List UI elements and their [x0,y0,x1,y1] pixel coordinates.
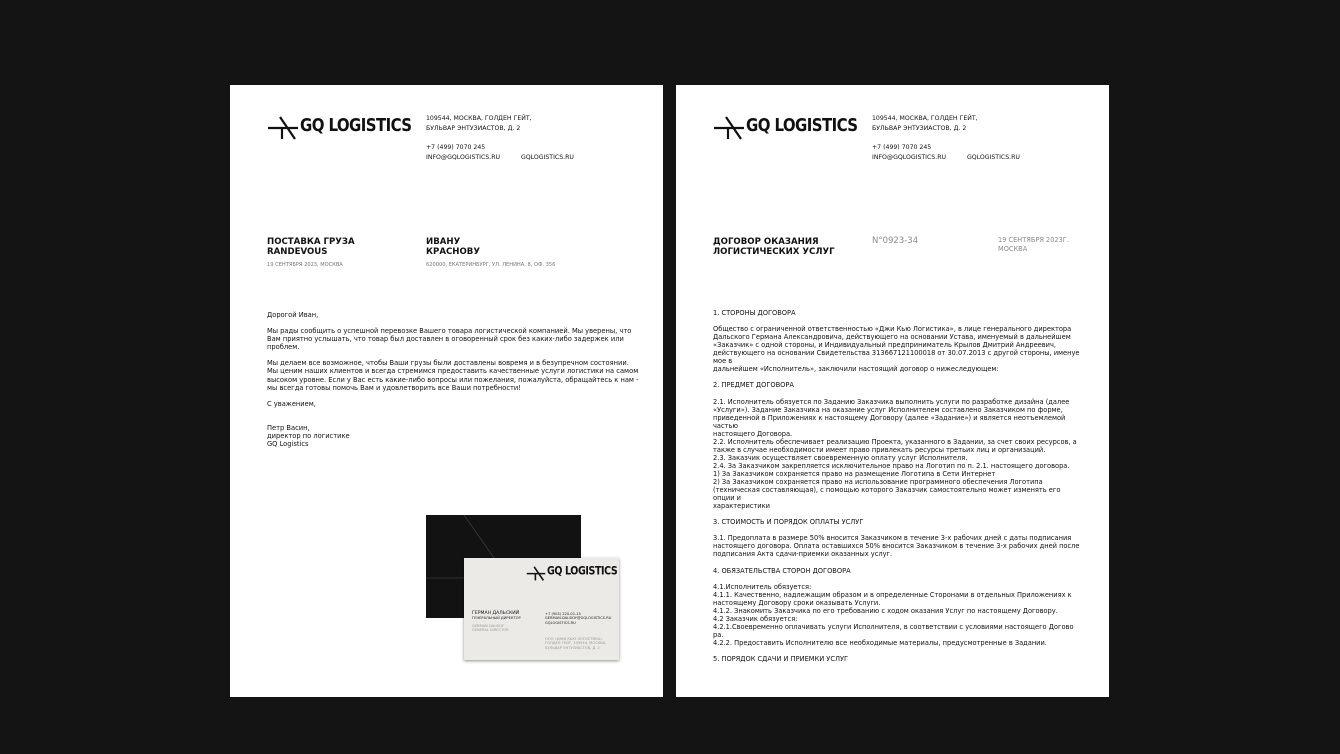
contract-line: (техническая составляющая), с помощью которого Заказчик самостоятельно может изменять его [713,486,1061,495]
letter-paragraph: Мы рады сообщить о успешной перевозке Вашего товара логистической компанией. Мы уверены, что Вам приятно услышать, что товар был доставлен в оговоренный срок без каких-либо задержек или проблем. [267,327,632,352]
contract-section-heading: 5. ПОРЯДОК СДАЧИ И ПРИЕМКИ УСЛУГ [713,655,849,664]
contract-section-text [713,534,1088,558]
card-phone: +7 (903) 220-01-15 [545,612,581,616]
email-address: INFO@GQLOGISTICS.RU [426,153,501,161]
contract-section-text [713,583,1088,647]
contract-line: приведенной в Приложениях к настоящему Договору (далее «Задание») и является неотъемлемой [713,413,1066,422]
contract-sheet [676,85,1109,697]
signer-company: GQ Logistics [267,440,309,449]
letter-body [267,311,639,448]
contract-body [713,309,1088,671]
contract-line: 4.1.2. Знакомить Заказчика по его требованию с ходом оказания Услуг по настоящему Договору. [713,606,1058,615]
greeting: Дорогой Иван, [267,311,319,319]
contract-section-heading: 2. ПРЕДМЕТ ДОГОВОРА [713,381,794,390]
address-line: 109544, МОСКВА, ГОЛДЕН ГЕЙТ, [426,115,532,122]
contract-line: 2.4. За Заказчиком закрепляется исключительное право на Логотип по п. 2.1. настоящего договора. [713,461,1070,470]
contract-line: настоящего договора. Оплата оставшихся 50% вносится Заказчиком в течение 3-х рабочих дней после [713,542,1080,551]
logo-wordmark: GQ LOGISTICS [300,114,412,136]
contract-line: 4.2 Заказчик обязуется: [713,614,798,623]
contract-date-line: 19 СЕНТЯБРЯ 2023Г. [998,236,1069,244]
card-logo-wordmark: GQ LOGISTICS [547,565,618,578]
card-title-ru: ГЕНЕРАЛЬНЫЙ ДИРЕКТОР [472,616,521,621]
card-address-line: ГОЛДЕН ГЕЙТ, 109544, МОСКВА, [545,641,607,646]
contract-section-heading: 3. СТОИМОСТЬ И ПОРЯДОК ОПЛАТЫ УСЛУГ [713,518,864,527]
card-email: GERMAN.DALSKIY@GQLOGISTICS.RU [545,616,612,621]
header-address [426,114,532,133]
letter-title [267,237,355,258]
address-line: БУЛЬВАР ЭНТУЗИАСТОВ, Д. 2 [426,124,521,132]
contract-line: 4.2.1.Своевременно оплачивать услуги Исполнителя, в соответствии с условиями настоящего Догово [713,622,1074,631]
recipient-line: КРАСНОВУ [426,247,480,258]
contract-line: «Услуги»). Задание Заказчика на оказание услуг Исполнителем составлено Заказчиком по форме, [713,405,1063,414]
signer-name: Петр Васин, [267,423,310,432]
contract-line: настоящему Договору сроки оказывать Услуги. [713,598,881,607]
email-address: INFO@GQLOGISTICS.RU [872,153,947,161]
contract-line: 4.2.2. Предоставить Исполнителю все необходимые материалы, предусмотренные в Задании. [713,638,1047,647]
contract-section-heading: 4. ОБЯЗАТЕЛЬСТВА СТОРОН ДОГОВОРА [713,566,851,575]
contract-line: 2) За Заказчиком сохраняется право на использование программного обеспечения Логотипа [713,477,1043,486]
card-name-en: GERMAN DALSKIY [472,624,504,628]
header-address [872,114,978,133]
letterhead-sheet [230,85,663,697]
contract-line: 1) За Заказчиком сохраняется право на размещение Логотипа в Сети Интернет [713,469,996,478]
business-card-front [464,558,619,660]
header-contacts [426,143,574,162]
contract-section-text [713,325,1088,373]
contract-line: дальнейшем «Исполнитель», заключили настоящий договор о нижеследующем: [713,365,999,374]
contract-number: N°0923-34 [872,236,919,246]
address-line: БУЛЬВАР ЭНТУЗИАСТОВ, Д. 2 [872,124,967,132]
contract-line: мое в [713,357,733,366]
contract-section-heading: 1. СТОРОНЫ ДОГОВОРА [713,309,796,317]
address-line: 109544, МОСКВА, ГОЛДЕН ГЕЙТ, [872,115,978,122]
contract-date-line: МОСКВА [998,245,1028,253]
logo-wordmark: GQ LOGISTICS [746,114,858,136]
letter-paragraph: Мы делаем все возможное, чтобы Ваши грузы были доставлены вовремя и в безупречном состоянии. Мы ценим наших клиентов и всегда стремимся предоставить качественные услуги логистики на самом высоком уровне. Если у Вас есть какие-либо вопросы или пожелания, пожалуйста, обращайтесь к нам - мы всегда готовы помочь Вам и удовлетворить все Ваши потребности! [267,359,639,392]
contract-line: действующего на основании Свидетельства 313667121100018 от 30.07.2013 с другой стороны, именуе [713,349,1080,358]
contract-line: Дальского Германа Александровича, действующего на основании Устава, именуемый в дальнейшем [713,333,1071,342]
contract-line: «Заказчик» с одной стороны, и Индивидуальный предприниматель Крылов Дмитрий Андреевич, [713,341,1057,350]
contract-line: 2.1. Исполнитель обязуется по Заданию Заказчика выполнить услуги по разработке дизайна (далее [713,397,1070,406]
card-name-ru: ГЕРМАН ДАЛЬСКИЙ [472,611,520,616]
contract-line: подписания Акта сдачи-приемки оказанных услуг. [713,550,893,559]
card-address-line: БУЛЬВАР ЭНТУЗИАСТОВ, Д. 2 [545,645,600,650]
closing: С уважением, [267,399,316,408]
letter-date: 19 СЕНТЯБРЯ 2023, МОСКВА [267,262,343,268]
contract-line: также в случае необходимости имеет право привлекать ресурсы третьих лиц и организаций. [713,445,1046,454]
card-company: ООО «ДЖИ КЬЮ ЛОГИСТИКА» [545,637,603,641]
card-address [545,637,606,650]
card-title-en: GENERAL DIRECTOR [472,628,509,633]
company-logo [267,114,411,140]
card-contacts [545,612,611,625]
contract-line: настоящего Договора. [713,429,793,438]
card-person-en [472,624,509,633]
recipient-address: 620000, ЕКАТЕРИНБУРГ, УЛ. ЛЕНИНА, 8, ОФ. 356 [426,262,556,268]
phone-number: +7 (499) 7070 245 [426,144,486,151]
contract-title [713,237,835,258]
signer-title: директор по логистике [267,431,350,440]
contract-line: 3.1. Предоплата в размере 50% вносится Заказчиком в течение 3-х рабочих дней с даты подписания [713,534,1072,543]
gq-logo-mark-icon [526,565,546,581]
recipient-line: ИВАНУ [426,237,461,247]
contract-line: 2.2. Исполнитель обеспечивает реализацию Проекта, указанного в Задании, за счет своих ресурсов, а [713,437,1077,446]
card-logo [526,565,617,581]
website: GQLOGISTICS.RU [967,153,1020,161]
contract-line: 4.1.1. Качественно, надлежащим образом и в определенные Сторонами в отдельных Приложениях к [713,590,1072,599]
header-contacts [872,143,1020,162]
contract-line: Общество с ограниченной ответственностью «Джи Кью Логистика», в лице генерального директора [713,325,1072,334]
card-site: GQLOGISTICS.RU [545,620,576,625]
contract-line: опции и [713,494,741,503]
recipient-name [426,237,480,258]
contract-line: частью [713,421,739,430]
contract-line: ра. [713,630,724,639]
company-logo [713,114,857,140]
contract-title-line: ЛОГИСТИЧЕСКИХ УСЛУГ [713,247,835,258]
letter-title-line: ПОСТАВКА ГРУЗА [267,237,355,247]
contract-title-line: ДОГОВОР ОКАЗАНИЯ [713,237,819,247]
contract-date [998,236,1069,254]
website: GQLOGISTICS.RU [521,153,574,161]
gq-logo-mark-icon [713,114,745,140]
contract-line: 2.3. Заказчик осуществляет своевременную оплату услуг Исполнителя. [713,453,968,462]
gq-logo-mark-icon [267,114,299,140]
card-person [472,611,521,621]
contract-section-text [713,398,1088,511]
contract-line: 4.1.Исполнитель обязуется: [713,582,812,591]
contract-line: характеристики [713,502,770,511]
phone-number: +7 (499) 7070 245 [872,144,932,151]
letter-title-line: RANDEVOUS [267,247,328,258]
